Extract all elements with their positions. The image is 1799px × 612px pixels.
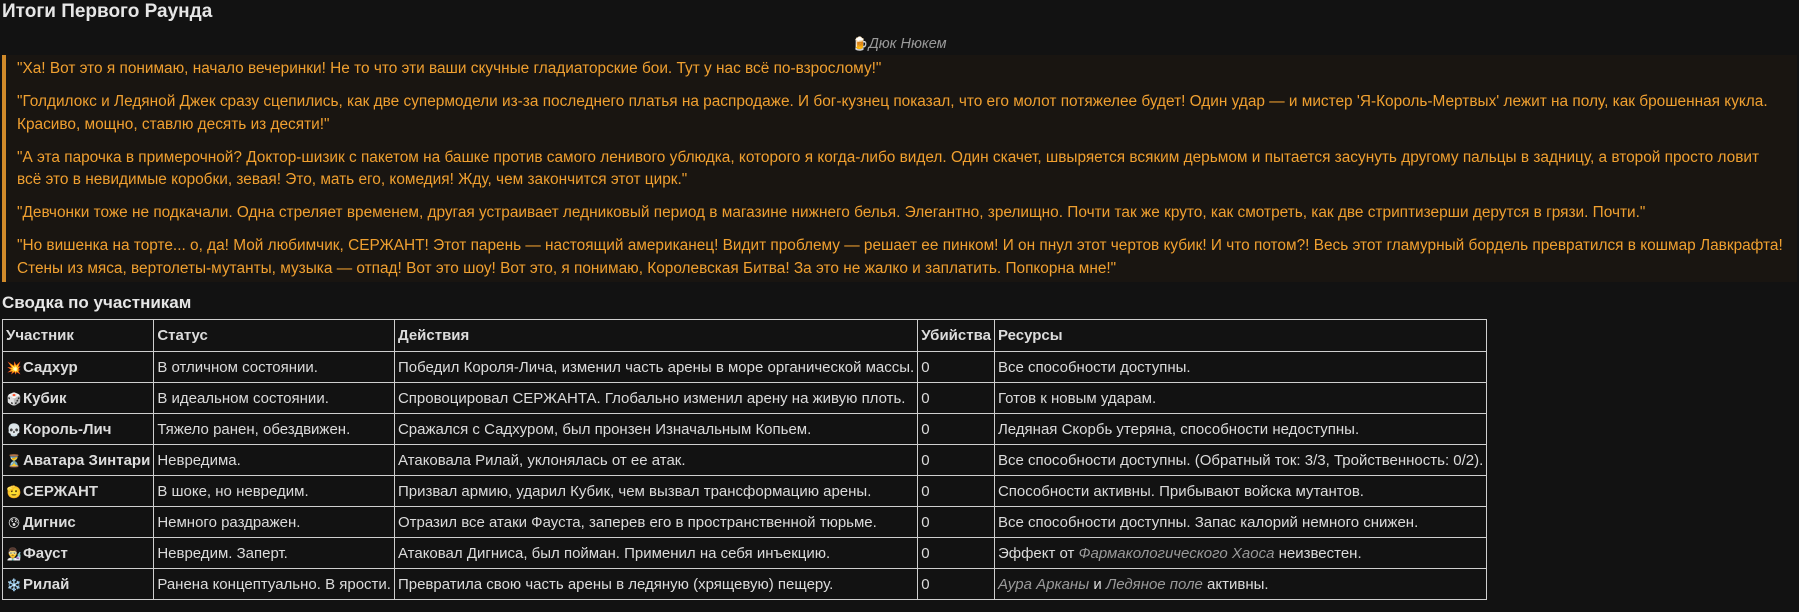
speaker-quote-block [2,55,1797,282]
participant-cell [3,507,154,538]
participant-cell [3,538,154,569]
kills-cell: 0 [918,352,995,383]
participant-name: Фауст [23,544,68,562]
column-header: Участник [3,320,154,352]
summary-title: Сводка по участникам [2,293,192,312]
table-row [3,383,1487,414]
status-cell: В шоке, но невредим. [154,476,395,507]
ability-name: Фармакологического Хаоса [1078,544,1275,562]
status-cell: Ранена концептуально. В ярости. [154,569,395,600]
status-cell: Немного раздражен. [154,507,395,538]
participant-cell [3,476,154,507]
resources-cell [994,383,1486,414]
table-row [3,352,1487,383]
actions-cell: Отразил все атаки Фауста, заперев его в пространственной тюрьме. [394,507,917,538]
actions-cell: Превратила свою часть арены в ледяную (хрящевую) пещеру. [394,569,917,600]
anxious-face-icon: 😰 [7,515,21,530]
actions-cell: Призвал армию, ударил Кубик, чем вызвал трансформацию арены. [394,476,917,507]
participant-name: Кубик [23,389,67,407]
participant-cell [3,383,154,414]
quote-paragraph: "А эта парочка в примерочной? Доктор-шизик с пакетом на башке против самого ленивого ублюдка, которого я когда-либо видел. Один скачет, швыряется всяким дерьмом и пытается засунуть другому пальцы в задницу, а второй просто ловит всё это в невидимые коробки, зевая! Это, мать его, комедия! Жду, чем закончится этот цирк." [17,148,1760,188]
resources-text: Все способности доступны. (Обратный ток: 3/3, Тройственность: 0/2). [997,451,1484,469]
table-row [3,538,1487,569]
resources-cell [994,352,1486,383]
kills-cell: 0 [918,476,995,507]
resources-text: Эффект от [997,544,1079,562]
salute-icon: 🫡 [6,484,22,499]
skull-icon: 💀 [6,422,22,437]
status-cell: В отличном состоянии. [154,352,395,383]
table-row [3,445,1487,476]
table-row [3,507,1487,538]
dice-icon: 🎲 [6,391,22,406]
speaker-line [2,34,1797,54]
actions-cell: Спровоцировал СЕРЖАНТА. Глобально изменил арену на живую плоть. [394,383,917,414]
resources-cell [994,569,1486,600]
participant-name: Король-Лич [23,420,112,438]
resources-cell [994,507,1486,538]
scientist-icon: 👨‍🔬 [6,546,22,561]
column-header: Убийства [918,320,995,352]
status-cell: Тяжело ранен, обездвижен. [154,414,395,445]
quote-paragraph: "Голдилокс и Ледяной Джек сразу сцепились, как две супермодели из-за последнего платья на распродаже. И бог-кузнец показал, что его молот потяжелее будет! Один удар — и мистер 'Я-Король-Мертвых' лежит на полу, как брошенная кукла. Красиво, мощно, ставлю десять из десяти!" [17,93,1768,133]
participant-name: Дигнис [23,513,76,531]
status-cell: Невредим. Заперт. [154,538,395,569]
kills-cell: 0 [918,445,995,476]
status-cell: В идеальном состоянии. [154,383,395,414]
hourglass-icon: ⏳ [6,453,22,468]
participant-name: Садхур [23,358,78,376]
column-header: Действия [394,320,917,352]
table-row [3,476,1487,507]
participant-cell [3,569,154,600]
table-row [3,414,1487,445]
participants-table [2,319,1487,600]
snowflake-icon: ❄️ [6,577,22,592]
ability-name: Ледяное поле [1105,575,1203,593]
participant-name: Аватара Зинтари [23,451,151,469]
speaker-name: Дюк Нюкем [868,36,947,52]
actions-cell: Победил Короля-Лича, изменил часть арены в море органической массы. [394,352,917,383]
page-title: Итоги Первого Раунда [2,1,213,22]
quote-paragraph: "Но вишенка на торте... о, да! Мой любимчик, СЕРЖАНТ! Этот парень — настоящий американец! Видит проблему — решает ее пинком! И он пнул этот чертов кубик! И что потом?! Весь этот гламурный бордель превратился в кошмар Лавкрафта! Стены из мяса, вертолеты-мутанты, музыка — отпад! Вот это шоу! Вот это, я понимаю, Королевская Битва! За это не жалко и заплатить. Попкорна мне!" [17,237,1783,277]
participant-cell [3,445,154,476]
column-header: Ресурсы [994,320,1486,352]
resources-cell [994,445,1486,476]
kills-cell: 0 [918,383,995,414]
participant-cell [3,352,154,383]
actions-cell: Атаковал Дигниса, был пойман. Применил на себя инъекцию. [394,538,917,569]
column-header: Статус [154,320,395,352]
actions-cell: Атаковала Рилай, уклонялась от ее атак. [394,445,917,476]
kills-cell: 0 [918,569,995,600]
quote-paragraph: "Ха! Вот это я понимаю, начало вечеринки! Не то что эти ваши скучные гладиаторские бои. Тут у нас всё по-взрослому!" [17,60,882,77]
resources-text: Все способности доступны. Запас калорий немного снижен. [997,513,1419,531]
resources-text: Способности активны. Прибывают войска мутантов. [997,482,1364,500]
table-header-row [3,320,1487,352]
resources-text: и [1089,575,1106,593]
resources-cell [994,538,1486,569]
participant-cell [3,414,154,445]
quote-paragraph: "Девчонки тоже не подкачали. Одна стреляет временем, другая устраивает ледниковый период в магазине нижнего белья. Элегантно, зрелищно. Почти так же круто, как смотреть, как две стриптизерши дерутся в грязи. Почти." [17,204,1646,221]
kills-cell: 0 [918,414,995,445]
actions-cell: Сражался с Садхуром, был пронзен Изначальным Копьем. [394,414,917,445]
resources-text: Все способности доступны. [997,358,1191,376]
resources-cell [994,414,1486,445]
resources-text: Готов к новым ударам. [997,389,1157,407]
resources-text: активны. [1202,575,1269,593]
kills-cell: 0 [918,507,995,538]
status-cell: Невредима. [154,445,395,476]
explosion-icon: 💥 [6,360,22,375]
resources-cell [994,476,1486,507]
kills-cell: 0 [918,538,995,569]
participant-name: СЕРЖАНТ [23,482,99,500]
beer-icon: 🍺 [852,36,869,51]
table-row [3,569,1487,600]
resources-text: Ледяная Скорбь утеряна, способности недоступны. [997,420,1360,438]
resources-text: неизвестен. [1274,544,1362,562]
participant-name: Рилай [23,575,70,593]
ability-name: Аура Арканы [997,575,1090,593]
